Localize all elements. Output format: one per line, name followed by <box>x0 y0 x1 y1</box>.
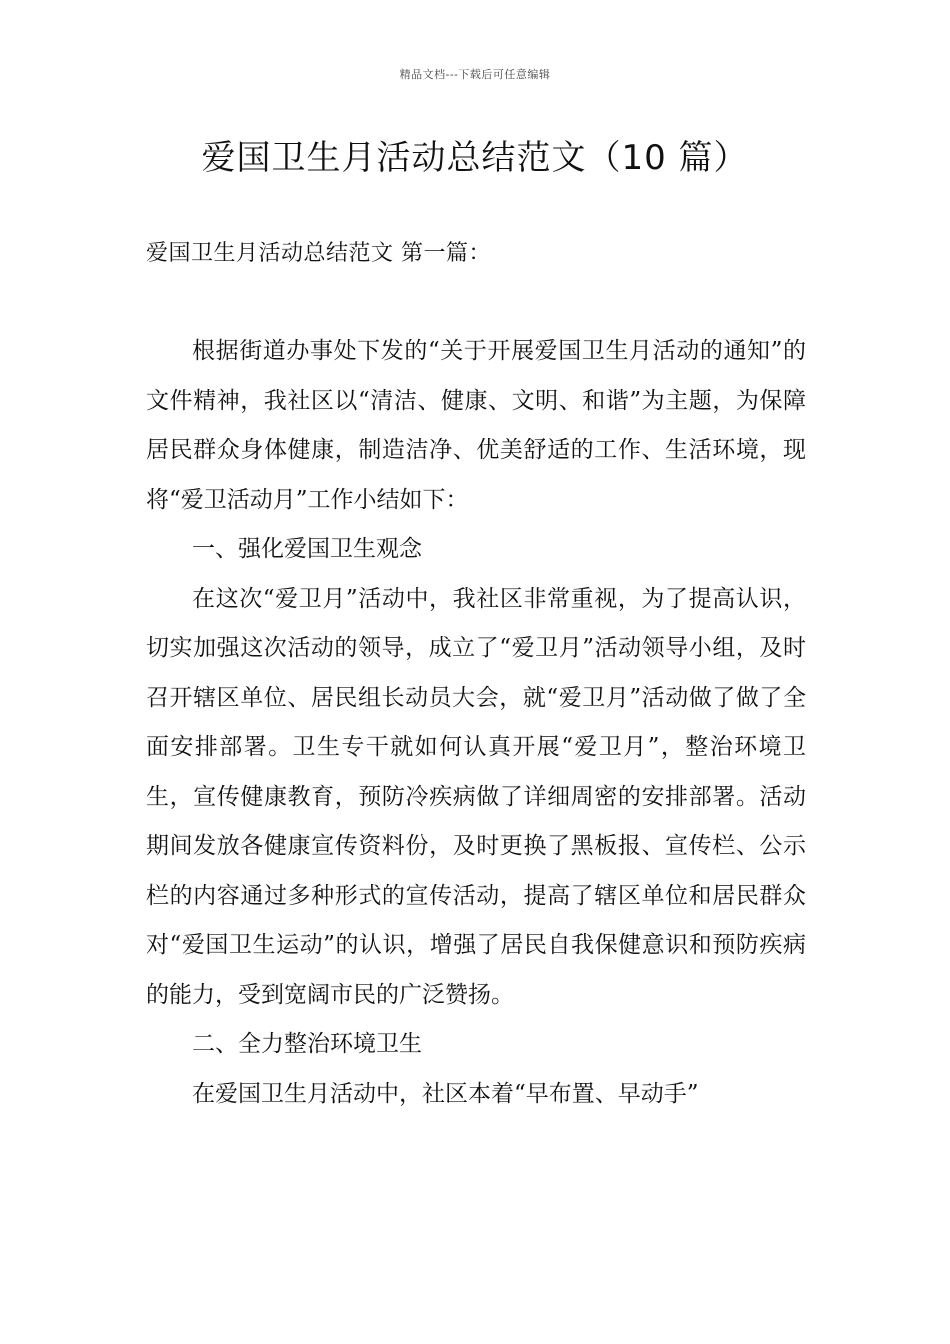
document-body <box>146 327 806 1119</box>
body-paragraph: 在这次“爱卫月”活动中，我社区非常重视，为了提高认识，切实加强这次活动的领导，成立了“爱卫月”活动领导小组，及时召开辖区单位、居民组长动员大会，就“爱卫月”活动做了做了全面安排部署。卫生专干就如何认真开展“爱卫月”，整治环境卫生，宣传健康教育，预防冷疾病做了详细周密的安排部署。活动期间发放各健康宣传资料份，及时更换了黑板报、宣传栏、公示栏的内容通过多种形式的宣传活动，提高了辖区单位和居民群众对“爱国卫生运动”的认识，增强了居民自我保健意识和预防疾病的能力，受到宽阔市民的广泛赞扬。 <box>146 585 806 1008</box>
subheading-strengthen-awareness: 一、强化爱国卫生观念 <box>192 536 422 562</box>
body-paragraph: 在爱国卫生月活动中，社区本着“早布置、早动手” <box>192 1080 699 1107</box>
subheading-environment-cleanup: 二、全力整治环境卫生 <box>192 1031 422 1057</box>
document-title: 爱国卫生月活动总结范文（10 篇） <box>201 138 749 178</box>
body-paragraph: 根据街道办事处下发的“关于开展爱国卫生月活动的通知”的文件精神，我社区以“清洁、健康、文明、和谐”为主题，为保障居民群众身体健康，制造洁净、优美舒适的工作、生活环境，现将“爱卫活动月”工作小结如下： <box>146 338 806 513</box>
section-heading: 爱国卫生月活动总结范文 第一篇： <box>146 241 491 266</box>
page-watermark: 精品文档---下载后可任意编辑 <box>399 68 551 81</box>
